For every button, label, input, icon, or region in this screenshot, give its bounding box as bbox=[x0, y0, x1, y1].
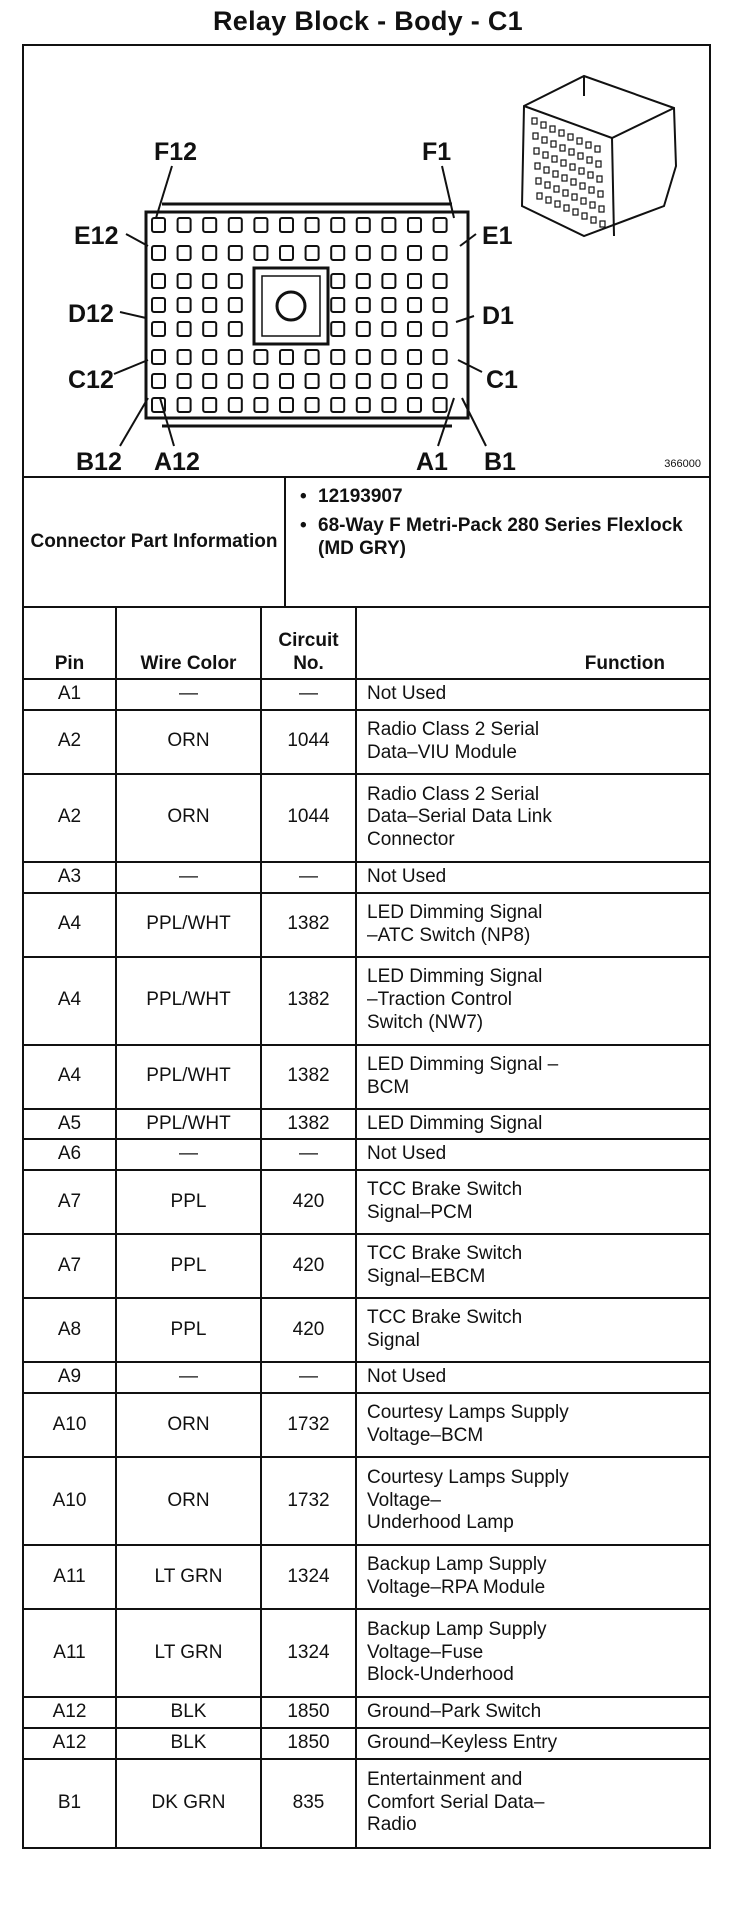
wire-color-cell: ORN bbox=[116, 774, 261, 862]
function-cell: Ground–Park Switch bbox=[356, 1697, 709, 1728]
iso-pin bbox=[591, 217, 596, 223]
iso-pin bbox=[579, 168, 584, 174]
pin-cavity bbox=[229, 274, 242, 288]
circuit-cell: 835 bbox=[261, 1759, 356, 1847]
label-f12: F12 bbox=[154, 138, 198, 166]
wire-color-cell: — bbox=[116, 862, 261, 893]
pin-cavity bbox=[408, 298, 421, 312]
circuit-cell: 1732 bbox=[261, 1457, 356, 1545]
circuit-cell: 1732 bbox=[261, 1393, 356, 1457]
pin-cavity bbox=[331, 298, 344, 312]
connector-isometric-icon bbox=[522, 76, 676, 236]
iso-pin bbox=[598, 191, 603, 197]
label-d12: D12 bbox=[68, 300, 114, 328]
pin-cavity bbox=[408, 274, 421, 288]
pin-cavity bbox=[229, 350, 242, 364]
circuit-cell: 420 bbox=[261, 1170, 356, 1234]
pin-cell: A12 bbox=[24, 1728, 116, 1759]
table-row bbox=[24, 1234, 709, 1298]
circuit-cell: 1382 bbox=[261, 1045, 356, 1109]
pin-cavity bbox=[254, 218, 267, 232]
table-row bbox=[24, 1609, 709, 1697]
pin-cell: A3 bbox=[24, 862, 116, 893]
table-row bbox=[24, 1362, 709, 1393]
center-boss-inner bbox=[262, 276, 320, 336]
pin-cavity bbox=[331, 398, 344, 412]
pin-cavity bbox=[203, 374, 216, 388]
circuit-cell: 1044 bbox=[261, 710, 356, 774]
iso-pin bbox=[554, 186, 559, 192]
pin-cell: A9 bbox=[24, 1362, 116, 1393]
wire-color-cell: — bbox=[116, 1139, 261, 1170]
pin-cavity bbox=[331, 374, 344, 388]
function-cell: Not Used bbox=[356, 679, 709, 710]
pin-cavity bbox=[434, 374, 447, 388]
circuit-cell: 420 bbox=[261, 1234, 356, 1298]
iso-pin bbox=[551, 141, 556, 147]
function-cell: Courtesy Lamps Supply Voltage– Underhood Lamp bbox=[356, 1457, 709, 1545]
pin-cavity bbox=[408, 350, 421, 364]
page-title: Relay Block - Body - C1 bbox=[213, 6, 523, 36]
pin-cavity bbox=[178, 398, 191, 412]
pin-cell: A2 bbox=[24, 774, 116, 862]
label-f1: F1 bbox=[422, 138, 452, 166]
figure-reference-number: 366000 bbox=[664, 458, 701, 470]
function-cell: LED Dimming Signal bbox=[356, 1109, 709, 1140]
iso-pin bbox=[569, 149, 574, 155]
label-b1: B1 bbox=[484, 448, 516, 476]
center-bolt bbox=[277, 292, 305, 320]
label-b12: B12 bbox=[76, 448, 122, 476]
table-row bbox=[24, 1545, 709, 1609]
wire-color-cell: PPL/WHT bbox=[116, 1045, 261, 1109]
pin-cavity bbox=[229, 398, 242, 412]
pin-cavity bbox=[408, 322, 421, 336]
iso-pin bbox=[580, 183, 585, 189]
iso-pin bbox=[568, 134, 573, 140]
pin-cavity bbox=[357, 246, 370, 260]
pin-cavity bbox=[357, 374, 370, 388]
iso-pin bbox=[546, 197, 551, 203]
circuit-cell: 420 bbox=[261, 1298, 356, 1362]
table-row bbox=[24, 1393, 709, 1457]
iso-pin bbox=[535, 163, 540, 169]
iso-pin bbox=[541, 122, 546, 128]
iso-pin bbox=[533, 133, 538, 139]
pin-cavity bbox=[178, 322, 191, 336]
label-c12: C12 bbox=[68, 366, 114, 394]
pin-cavity bbox=[229, 374, 242, 388]
wire-color-cell: LT GRN bbox=[116, 1545, 261, 1609]
label-c1: C1 bbox=[486, 366, 518, 394]
pin-cavity bbox=[280, 350, 293, 364]
iso-pin bbox=[586, 142, 591, 148]
wire-color-cell: — bbox=[116, 679, 261, 710]
pin-cavity bbox=[152, 322, 165, 336]
pin-cell: A7 bbox=[24, 1170, 116, 1234]
pin-cavity bbox=[382, 374, 395, 388]
pin-cell: A8 bbox=[24, 1298, 116, 1362]
connector-part-information bbox=[24, 478, 709, 608]
circuit-cell: — bbox=[261, 862, 356, 893]
circuit-cell: — bbox=[261, 679, 356, 710]
table-row bbox=[24, 679, 709, 710]
pin-cavity bbox=[408, 218, 421, 232]
iso-pin bbox=[542, 137, 547, 143]
pin-cavity bbox=[203, 398, 216, 412]
pin-cell: A10 bbox=[24, 1393, 116, 1457]
pin-cavity bbox=[306, 246, 319, 260]
iso-pin bbox=[536, 178, 541, 184]
connector-type: • 68-Way F Metri-Pack 280 Series Flexlock (MD GRY) bbox=[300, 515, 709, 561]
pin-cavity bbox=[280, 398, 293, 412]
iso-pin bbox=[561, 160, 566, 166]
iso-pin bbox=[589, 187, 594, 193]
pin-cell: A5 bbox=[24, 1109, 116, 1140]
pin-cell: A4 bbox=[24, 893, 116, 957]
iso-pin bbox=[595, 146, 600, 152]
pin-cavity bbox=[331, 350, 344, 364]
label-e12: E12 bbox=[74, 222, 119, 250]
table-row bbox=[24, 1697, 709, 1728]
connector-sheet bbox=[22, 44, 711, 1849]
pin-cavity bbox=[434, 322, 447, 336]
function-cell: LED Dimming Signal –ATC Switch (NP8) bbox=[356, 893, 709, 957]
pin-cell: A4 bbox=[24, 957, 116, 1045]
function-cell: Radio Class 2 Serial Data–Serial Data Link Connector bbox=[356, 774, 709, 862]
iso-pin bbox=[537, 193, 542, 199]
pin-cavity bbox=[306, 398, 319, 412]
pin-cell: A7 bbox=[24, 1234, 116, 1298]
pin-cavity bbox=[382, 398, 395, 412]
pin-cavity bbox=[229, 298, 242, 312]
pin-cavity bbox=[434, 298, 447, 312]
connector-info-details bbox=[286, 478, 709, 606]
pin-cavity bbox=[203, 218, 216, 232]
pin-cavity bbox=[229, 218, 242, 232]
label-e1: E1 bbox=[482, 222, 513, 250]
pin-cavity bbox=[178, 274, 191, 288]
iso-pin bbox=[581, 198, 586, 204]
table-row bbox=[24, 1759, 709, 1847]
pin-cavity bbox=[178, 298, 191, 312]
circuit-cell: — bbox=[261, 1139, 356, 1170]
header-function: Function bbox=[356, 608, 709, 679]
connector-diagram bbox=[24, 46, 709, 478]
header-wire-color: Wire Color bbox=[116, 608, 261, 679]
pin-cell: A6 bbox=[24, 1139, 116, 1170]
pin-cavity bbox=[306, 350, 319, 364]
wire-color-cell: ORN bbox=[116, 1393, 261, 1457]
circuit-cell: 1382 bbox=[261, 957, 356, 1045]
iso-pin bbox=[553, 171, 558, 177]
table-row bbox=[24, 774, 709, 862]
pin-cavity bbox=[357, 322, 370, 336]
pin-cavity bbox=[203, 322, 216, 336]
iso-pin bbox=[564, 205, 569, 211]
pin-cavity bbox=[434, 274, 447, 288]
pin-cavity bbox=[382, 274, 395, 288]
iso-pin bbox=[532, 118, 537, 124]
iso-pin bbox=[600, 221, 605, 227]
iso-pin bbox=[544, 167, 549, 173]
iso-pin bbox=[587, 157, 592, 163]
circuit-cell: 1850 bbox=[261, 1697, 356, 1728]
pin-cavity bbox=[254, 246, 267, 260]
wire-color-cell: PPL/WHT bbox=[116, 1109, 261, 1140]
table-row bbox=[24, 862, 709, 893]
pinout-table bbox=[24, 608, 709, 1847]
wire-color-cell: BLK bbox=[116, 1697, 261, 1728]
circuit-cell: — bbox=[261, 1362, 356, 1393]
iso-pin bbox=[534, 148, 539, 154]
iso-pin bbox=[582, 213, 587, 219]
pin-cavity bbox=[434, 350, 447, 364]
pin-cavity bbox=[152, 246, 165, 260]
iso-pin bbox=[588, 172, 593, 178]
iso-pin bbox=[562, 175, 567, 181]
iso-pin bbox=[560, 145, 565, 151]
pin-cavity bbox=[357, 218, 370, 232]
header-circuit-no: Circuit No. bbox=[261, 608, 356, 679]
pin-cell: B1 bbox=[24, 1759, 116, 1847]
pin-cavity bbox=[254, 374, 267, 388]
function-cell: TCC Brake Switch Signal–EBCM bbox=[356, 1234, 709, 1298]
pin-cavity bbox=[254, 398, 267, 412]
iso-pin bbox=[545, 182, 550, 188]
pin-cell: A1 bbox=[24, 679, 116, 710]
iso-pin bbox=[577, 138, 582, 144]
pin-cavity bbox=[280, 374, 293, 388]
pin-cell: A4 bbox=[24, 1045, 116, 1109]
pin-cavity bbox=[152, 298, 165, 312]
pin-cavity bbox=[152, 350, 165, 364]
function-cell: TCC Brake Switch Signal bbox=[356, 1298, 709, 1362]
pin-cell: A10 bbox=[24, 1457, 116, 1545]
connector-face-drawing bbox=[24, 46, 709, 476]
pin-cavity bbox=[382, 218, 395, 232]
table-row bbox=[24, 710, 709, 774]
table-row bbox=[24, 1139, 709, 1170]
pin-cavity bbox=[306, 218, 319, 232]
table-header-row bbox=[24, 608, 709, 679]
label-a12: A12 bbox=[154, 448, 200, 476]
circuit-cell: 1044 bbox=[261, 774, 356, 862]
iso-pin bbox=[552, 156, 557, 162]
pin-cavity bbox=[357, 350, 370, 364]
function-cell: Backup Lamp Supply Voltage–Fuse Block-Underhood bbox=[356, 1609, 709, 1697]
pin-cavity bbox=[178, 246, 191, 260]
iso-pin bbox=[563, 190, 568, 196]
pin-cavity bbox=[331, 322, 344, 336]
function-cell: TCC Brake Switch Signal–PCM bbox=[356, 1170, 709, 1234]
pin-cavity bbox=[331, 246, 344, 260]
table-row bbox=[24, 1457, 709, 1545]
pin-cavity bbox=[280, 218, 293, 232]
wire-color-cell: PPL bbox=[116, 1298, 261, 1362]
function-cell: Not Used bbox=[356, 862, 709, 893]
pin-cavity bbox=[306, 374, 319, 388]
table-row bbox=[24, 1298, 709, 1362]
pin-cavity bbox=[434, 246, 447, 260]
pin-cavity bbox=[280, 246, 293, 260]
wire-color-cell: LT GRN bbox=[116, 1609, 261, 1697]
pin-cavity bbox=[408, 246, 421, 260]
wire-color-cell: PPL/WHT bbox=[116, 893, 261, 957]
iso-pin bbox=[572, 194, 577, 200]
function-cell: Courtesy Lamps Supply Voltage–BCM bbox=[356, 1393, 709, 1457]
wire-color-cell: — bbox=[116, 1362, 261, 1393]
pin-cavity bbox=[382, 322, 395, 336]
pin-cavity bbox=[382, 350, 395, 364]
wire-color-cell: BLK bbox=[116, 1728, 261, 1759]
pin-cavity bbox=[152, 274, 165, 288]
iso-pin bbox=[599, 206, 604, 212]
function-cell: Not Used bbox=[356, 1362, 709, 1393]
iso-pin bbox=[543, 152, 548, 158]
table-row bbox=[24, 1170, 709, 1234]
connector-info-heading: Connector Part Information bbox=[24, 478, 286, 606]
function-cell: Entertainment and Comfort Serial Data– Radio bbox=[356, 1759, 709, 1847]
iso-pin bbox=[596, 161, 601, 167]
pin-cavity bbox=[434, 218, 447, 232]
iso-pin bbox=[570, 164, 575, 170]
iso-pin bbox=[559, 130, 564, 136]
pin-cavity bbox=[382, 246, 395, 260]
pin-cavity bbox=[357, 398, 370, 412]
label-a1: A1 bbox=[416, 448, 448, 476]
table-row bbox=[24, 1045, 709, 1109]
leader-lines bbox=[114, 166, 486, 446]
function-cell: LED Dimming Signal –Traction Control Switch (NW7) bbox=[356, 957, 709, 1045]
pin-cavity bbox=[152, 218, 165, 232]
circuit-cell: 1850 bbox=[261, 1728, 356, 1759]
iso-pin bbox=[571, 179, 576, 185]
iso-pin bbox=[597, 176, 602, 182]
function-cell: Radio Class 2 Serial Data–VIU Module bbox=[356, 710, 709, 774]
circuit-cell: 1382 bbox=[261, 893, 356, 957]
function-cell: Backup Lamp Supply Voltage–RPA Module bbox=[356, 1545, 709, 1609]
wire-color-cell: PPL bbox=[116, 1234, 261, 1298]
iso-pin bbox=[550, 126, 555, 132]
pin-cavity bbox=[357, 298, 370, 312]
wire-color-cell: PPL/WHT bbox=[116, 957, 261, 1045]
circuit-cell: 1382 bbox=[261, 1109, 356, 1140]
iso-pin bbox=[555, 201, 560, 207]
pin-cell: A2 bbox=[24, 710, 116, 774]
table-row bbox=[24, 1728, 709, 1759]
iso-pin bbox=[573, 209, 578, 215]
center-boss bbox=[254, 268, 328, 344]
pin-cavity bbox=[203, 298, 216, 312]
pin-cavity bbox=[229, 322, 242, 336]
circuit-cell: 1324 bbox=[261, 1609, 356, 1697]
circuit-cell: 1324 bbox=[261, 1545, 356, 1609]
iso-pin bbox=[590, 202, 595, 208]
pin-cavity bbox=[178, 218, 191, 232]
pin-cavity bbox=[178, 350, 191, 364]
pin-cell: A11 bbox=[24, 1545, 116, 1609]
pin-cavity bbox=[254, 350, 267, 364]
pin-cavity bbox=[203, 246, 216, 260]
pin-cavity bbox=[331, 218, 344, 232]
pin-cavity bbox=[152, 374, 165, 388]
function-cell: Ground–Keyless Entry bbox=[356, 1728, 709, 1759]
pin-cavity bbox=[434, 398, 447, 412]
pin-cell: A12 bbox=[24, 1697, 116, 1728]
table-row bbox=[24, 893, 709, 957]
pin-cavity bbox=[203, 274, 216, 288]
pin-cell: A11 bbox=[24, 1609, 116, 1697]
wire-color-cell: PPL bbox=[116, 1170, 261, 1234]
header-pin: Pin bbox=[24, 608, 116, 679]
pin-cavity bbox=[408, 374, 421, 388]
function-cell: LED Dimming Signal – BCM bbox=[356, 1045, 709, 1109]
pin-cavity bbox=[382, 298, 395, 312]
pin-cavity bbox=[357, 274, 370, 288]
wire-color-cell: DK GRN bbox=[116, 1759, 261, 1847]
part-number: • 12193907 bbox=[300, 486, 709, 509]
table-row bbox=[24, 957, 709, 1045]
wire-color-cell: ORN bbox=[116, 1457, 261, 1545]
pin-cavity bbox=[203, 350, 216, 364]
pin-cavity bbox=[229, 246, 242, 260]
pin-cavity bbox=[331, 274, 344, 288]
pin-grid bbox=[152, 218, 447, 412]
pin-cavity bbox=[408, 398, 421, 412]
label-d1: D1 bbox=[482, 302, 514, 330]
pin-cavity bbox=[178, 374, 191, 388]
iso-pin bbox=[578, 153, 583, 159]
table-row bbox=[24, 1109, 709, 1140]
wire-color-cell: ORN bbox=[116, 710, 261, 774]
function-cell: Not Used bbox=[356, 1139, 709, 1170]
